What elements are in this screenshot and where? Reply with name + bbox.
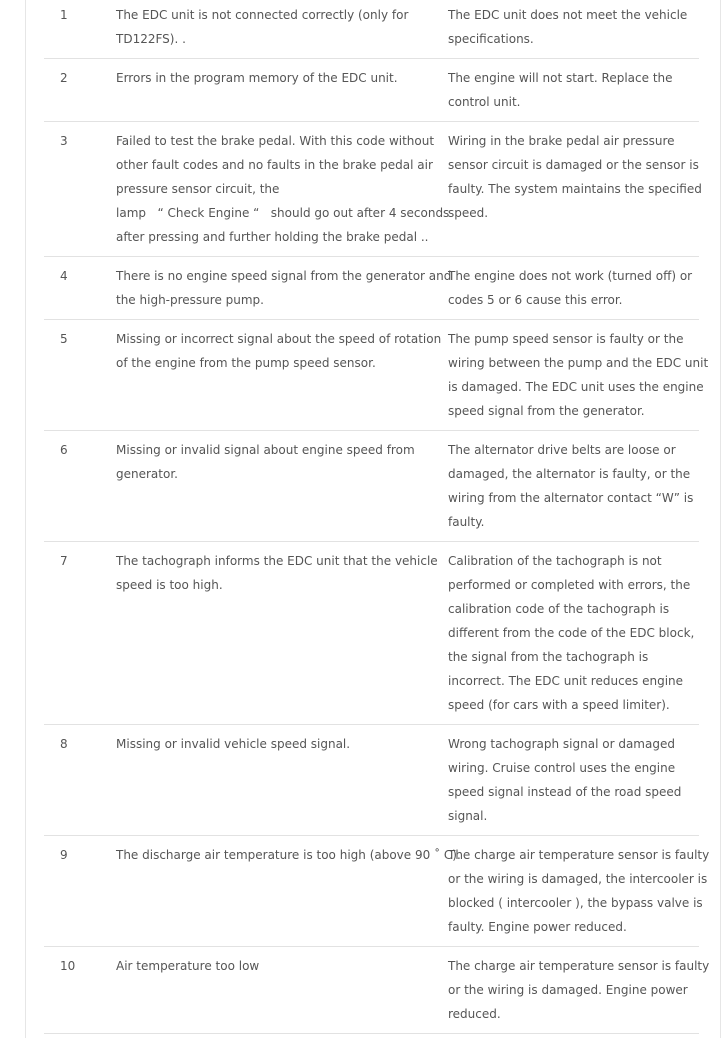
table-row [44,59,699,122]
fault-description-cell [116,725,448,836]
fault-consequence-line: speed signal from the generator. [448,404,645,418]
fault-code-cell: 6 [44,431,116,542]
fault-description-line: There is no engine speed signal from the generator and [116,269,452,283]
fault-consequence-line: Calibration of the tachograph is not [448,554,662,568]
table-row [44,725,699,836]
fault-code-cell: 8 [44,725,116,836]
fault-consequence-line: calibration code of the tachograph is [448,602,670,616]
fault-description-line: Errors in the program memory of the EDC unit. [116,71,398,85]
fault-consequence-line: The engine will not start. Replace the [448,71,673,85]
fault-consequence-line: blocked ( intercooler ), the bypass valve is [448,896,703,910]
fault-description-line: the high-pressure pump. [116,293,264,307]
fault-consequence-cell [448,0,699,59]
fault-consequence-line: The EDC unit does not meet the vehicle [448,8,688,22]
fault-consequence-line: wiring from the alternator contact “W” is [448,491,694,505]
table-row [44,257,699,320]
table-row [44,542,699,725]
fault-consequence-line: The pump speed sensor is faulty or the [448,332,684,346]
fault-code-cell: 10 [44,947,116,1034]
fault-consequence-line: or the wiring is damaged. Engine power [448,983,688,997]
fault-consequence-line: performed or completed with errors, the [448,578,691,592]
table-row [44,320,699,431]
fault-consequence-line: Wiring in the brake pedal air pressure [448,134,675,148]
fault-description-line: Missing or invalid vehicle speed signal. [116,737,351,751]
fault-consequence-line: The alternator drive belts are loose or [448,443,676,457]
fault-consequence-line: sensor circuit is damaged or the sensor is [448,158,699,172]
fault-consequence-line: The charge air temperature sensor is faulty [448,848,710,862]
table-row [44,836,699,947]
fault-consequence-line: the signal from the tachograph is [448,650,649,664]
fault-description-line: lamp “ Check Engine “ should go out after 4 seconds [116,206,450,220]
fault-description-line: speed is too high. [116,578,223,592]
table-row [44,431,699,542]
fault-consequence-line: speed signal instead of the road speed [448,785,682,799]
table-row [44,122,699,257]
fault-consequence-line: incorrect. The EDC unit reduces engine [448,674,684,688]
fault-consequence-cell [448,947,710,1034]
fault-description-line: pressure sensor circuit, the [116,182,280,196]
fault-description-cell [116,542,448,725]
fault-description-line: generator. [116,467,178,481]
fault-consequence-line: wiring between the pump and the EDC unit [448,356,709,370]
fault-consequence-line: faulty. The system maintains the specified [448,182,702,196]
fault-description-line: other fault codes and no faults in the brake pedal air [116,158,433,172]
fault-consequence-line: control unit. [448,95,521,109]
fault-consequence-line: Wrong tachograph signal or damaged [448,737,675,751]
fault-consequence-line: or the wiring is damaged, the intercooler is [448,872,708,886]
fault-code-cell: 2 [44,59,116,122]
fault-description-cell [116,947,448,1034]
fault-consequence-cell [448,431,699,542]
fault-consequence-line: signal. [448,809,488,823]
fault-consequence-line: reduced. [448,1007,501,1021]
fault-consequence-cell [448,836,710,947]
table-row [44,947,699,1034]
fault-description-line: after pressing and further holding the brake pedal .. [116,230,429,244]
fault-consequence-line: faulty. Engine power reduced. [448,920,627,934]
fault-description-cell [116,836,461,947]
fault-code-cell: 4 [44,257,116,320]
fault-description-line: Missing or invalid signal about engine speed from [116,443,415,457]
fault-description-cell [116,431,448,542]
fault-description-cell [116,257,452,320]
fault-consequence-line: is damaged. The EDC unit uses the engine [448,380,704,394]
fault-description-line: Missing or incorrect signal about the speed of rotation [116,332,442,346]
fault-consequence-cell [448,59,699,122]
fault-description-line: The EDC unit is not connected correctly (only for [116,8,409,22]
fault-code-table-body [44,0,710,1034]
fault-consequence-cell [448,725,699,836]
fault-consequence-line: codes 5 or 6 cause this error. [448,293,623,307]
fault-consequence-cell [448,122,702,257]
fault-consequence-line: speed. [448,206,489,220]
fault-code-cell: 7 [44,542,116,725]
fault-consequence-line: different from the code of the EDC block, [448,626,695,640]
fault-consequence-cell [448,257,699,320]
fault-consequence-line: specifications. [448,32,534,46]
fault-description-line: Air temperature too low [116,959,260,973]
fault-description-line: The discharge air temperature is too high (above 90 ˚ C). [116,848,461,862]
fault-consequence-cell [448,542,699,725]
fault-description-line: Failed to test the brake pedal. With this code without [116,134,435,148]
fault-description-line: The tachograph informs the EDC unit that the vehicle [116,554,438,568]
fault-consequence-line: faulty. [448,515,485,529]
table-row [44,0,699,59]
fault-consequence-line: The charge air temperature sensor is faulty [448,959,710,973]
fault-code-cell: 3 [44,122,116,257]
fault-description-cell [116,320,448,431]
fault-code-cell: 1 [44,0,116,59]
fault-description-line: TD122FS). . [116,32,186,46]
fault-code-cell: 9 [44,836,116,947]
fault-consequence-line: speed (for cars with a speed limiter). [448,698,670,712]
fault-description-cell [116,122,448,257]
fault-code-table [44,0,710,1034]
fault-description-cell [116,0,448,59]
fault-consequence-line: wiring. Cruise control uses the engine [448,761,676,775]
fault-consequence-line: damaged, the alternator is faulty, or the [448,467,691,481]
fault-consequence-line: The engine does not work (turned off) or [448,269,693,283]
fault-code-cell: 5 [44,320,116,431]
fault-description-cell [116,59,448,122]
fault-consequence-cell [448,320,709,431]
fault-description-line: of the engine from the pump speed sensor. [116,356,376,370]
